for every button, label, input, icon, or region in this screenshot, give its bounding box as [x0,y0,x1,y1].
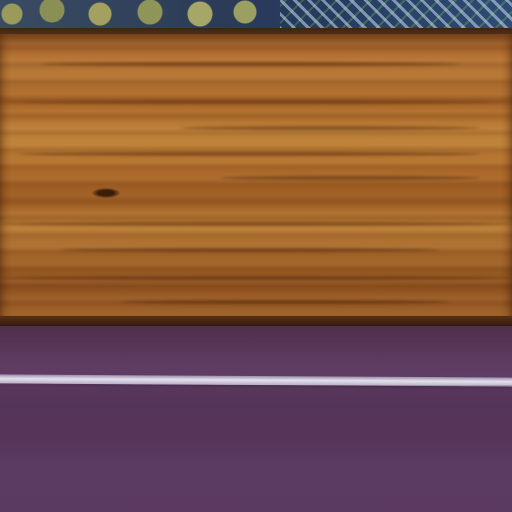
wood-grain-line [120,300,450,304]
wood-grain-line [0,222,512,226]
wood-grain-line [20,152,480,156]
wood-grain-line [60,248,440,252]
wood-knot [92,188,120,198]
wooden-plank [0,34,512,326]
wood-grain-line [180,126,480,130]
wood-grain-line [0,276,512,280]
wood-grain-line [0,100,512,104]
wood-grain-line [220,176,480,180]
purple-shadow [0,385,512,512]
blue-patterned-cloth [280,0,512,30]
wood-grain-line [40,62,460,66]
